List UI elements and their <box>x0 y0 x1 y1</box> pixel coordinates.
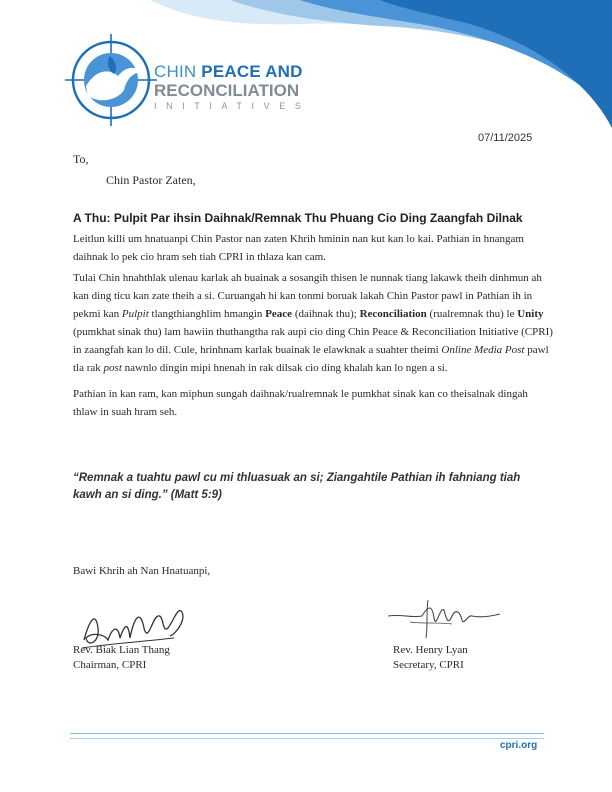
footer-divider-thin <box>70 738 544 739</box>
signer-1-title: Chairman, CPRI <box>73 659 147 671</box>
letter-date: 07/11/2025 <box>478 132 533 144</box>
paragraph-1: Leitlun killi um hnatuanpi Chin Pastor nan zaten Khrih hminin nan kut kan lo kai. Pathian in hnangam daihnak lo pek cio hram seh tiah CPRI in thlaza kan cam. <box>73 233 524 263</box>
org-name-line1a: CHIN <box>154 62 202 81</box>
greeting: To, <box>73 152 89 166</box>
cpri-logo-icon <box>65 34 157 126</box>
subject-line: A Thu: Pulpit Par ihsin Daihnak/Remnak Thu Phuang Cio Ding Zaangfah Dilnak <box>73 211 523 225</box>
signer-1 <box>73 643 170 673</box>
footer-website-link[interactable]: cpri.org <box>500 740 538 751</box>
signer-2-title: Secretary, CPRI <box>393 659 464 671</box>
closing: Bawi Khrih ah Nan Hnatuanpi, <box>73 565 211 577</box>
org-name-line1b: PEACE AND <box>201 62 303 81</box>
addressee: Chin Pastor Zaten, <box>106 173 196 187</box>
signature-2 <box>382 596 502 642</box>
signer-2 <box>393 643 468 673</box>
paragraph-3: Pathian in kan ram, kan miphun sungah daihnak/rualremnak le pumkhat sinak kan co theisalnak dingah thlaw in suah hram seh. <box>73 388 528 418</box>
org-name <box>154 62 310 112</box>
signer-1-name: Rev. Biak Lian Thang <box>73 644 170 656</box>
paragraph-2: Tulai Chin hnahthlak ulenau karlak ah buainak a sosangih thisen le nunnak tiang lakawk theih dinhmun ah kan ding ticu kan zate theih a si. Curuangah hi kan tonmi boruak lakah Chin Pastor pawl in Pathian ih in pekmi kan Pulpit tlangthianghlim hmangin Peace (daihnak thu); Reconciliation (rualremnak thu) le Unity (pumkhat sinak thu) lam hawiin thuthangtha rak aupi cio ding Chin Peace & Reconciliation Initiative (CPRI) in zaangfah kan lo dil. Cule, hrinhnam karlak buainak le elawknak a suahter theimi Online Media Post pawl tla rak post nawnlo dingin mipi hnenah in rak dilsak cio ding khalah kan lo ngen a si. <box>73 272 553 374</box>
org-name-line2: RECONCILIATION <box>154 81 300 100</box>
org-name-line3: INITIATIVES <box>154 101 311 111</box>
footer-divider <box>70 733 544 734</box>
signer-2-name: Rev. Henry Lyan <box>393 644 468 656</box>
bible-verse: “Remnak a tuahtu pawl cu mi thluasuak an si; Ziangahtile Pathian ih fahniang tiah kawh an si ding.” (Matt 5:9) <box>73 472 521 501</box>
